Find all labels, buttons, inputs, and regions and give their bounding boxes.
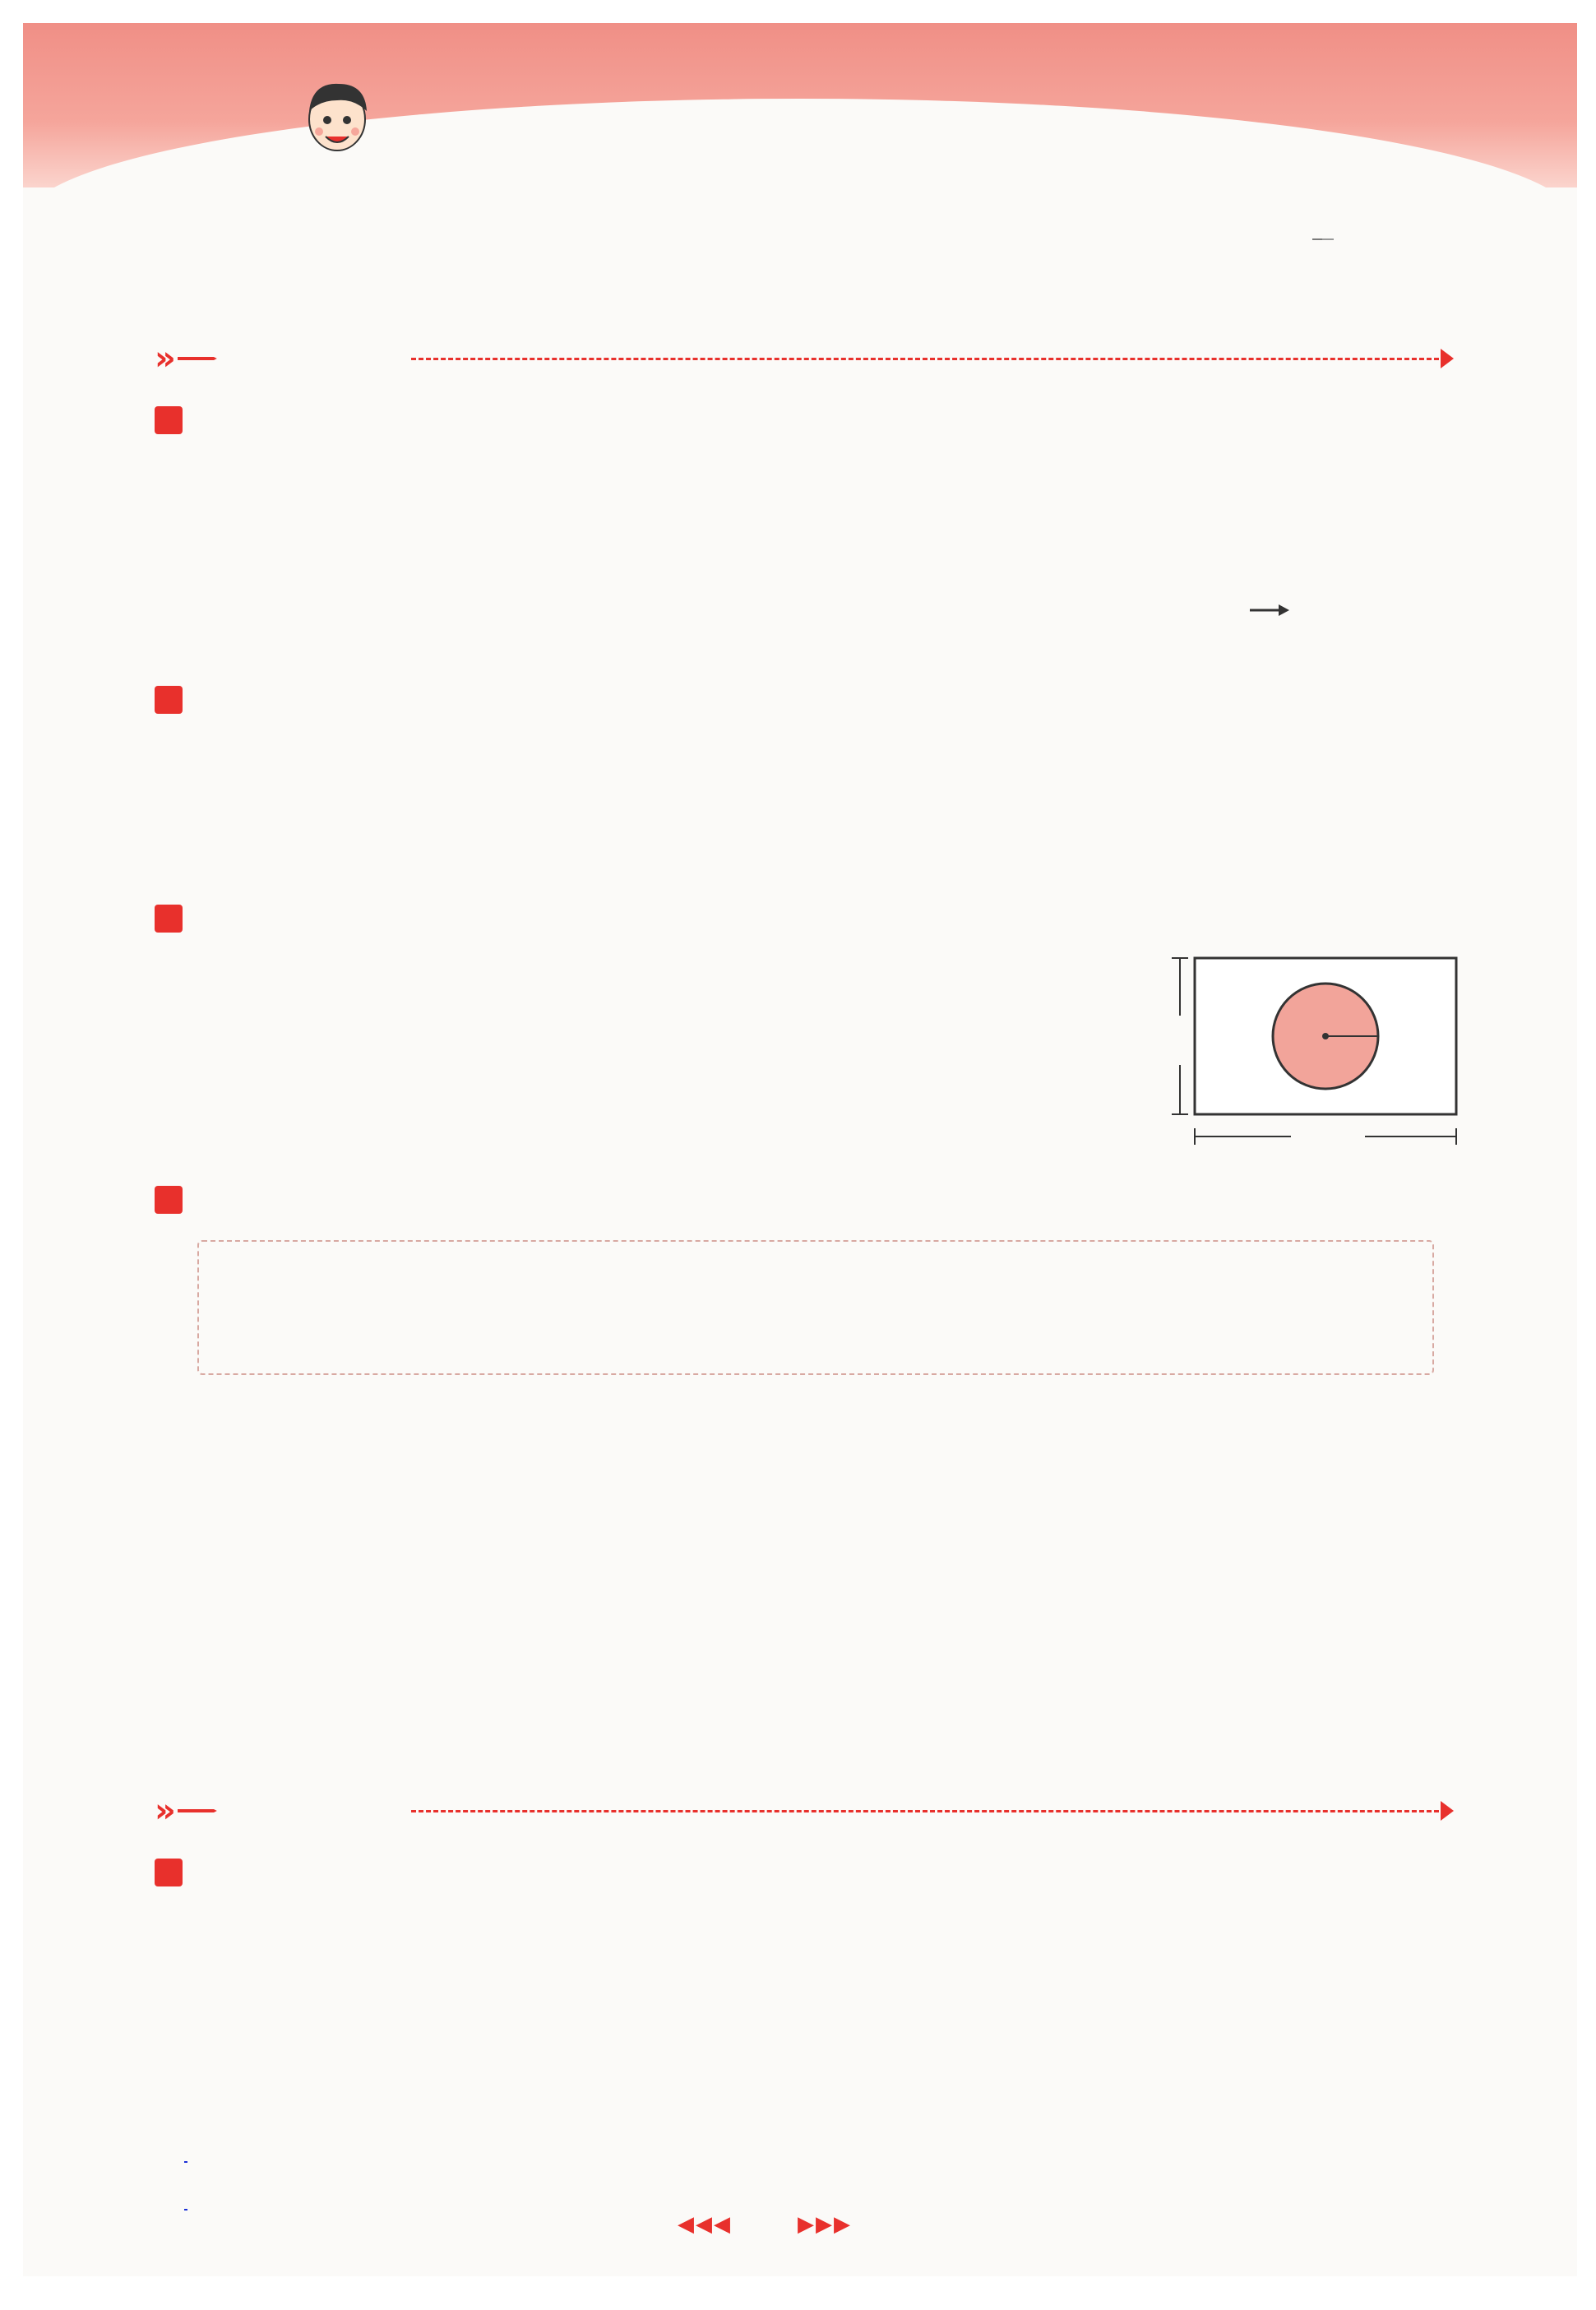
answer-fill xyxy=(243,630,250,662)
target-figure xyxy=(1250,2015,1464,2229)
answer-fill xyxy=(243,516,293,549)
question-number xyxy=(155,686,183,714)
section-banner-challenge xyxy=(155,1789,217,1832)
arrow-right-icon xyxy=(1441,349,1454,368)
question-text xyxy=(194,738,224,771)
question-number xyxy=(155,1859,183,1886)
circle-to-parallelogram-figure xyxy=(1126,553,1464,668)
question-text xyxy=(243,630,250,662)
section-title xyxy=(178,357,217,360)
section-title xyxy=(178,1809,217,1812)
chevron-icon: » xyxy=(155,1792,176,1830)
question-number xyxy=(155,406,183,434)
section-divider xyxy=(411,358,1439,360)
answer-work xyxy=(183,2145,189,2176)
answer-page xyxy=(1322,238,1334,240)
arrows-right-icon: ▶▶▶ xyxy=(798,2212,852,2237)
section-divider xyxy=(411,1810,1439,1812)
question-text xyxy=(194,461,243,493)
section-banner-practice xyxy=(155,337,217,380)
answer-reference xyxy=(1312,238,1334,240)
quote-box xyxy=(197,1240,1434,1375)
question-number xyxy=(155,1186,183,1214)
answer-conclusion xyxy=(183,2192,189,2224)
page-number-bar xyxy=(678,2212,852,2237)
lawn-rectangle-figure xyxy=(1135,946,1472,1160)
question-number xyxy=(155,905,183,933)
answer-fill xyxy=(194,461,243,493)
arrow-right-icon xyxy=(1441,1801,1454,1821)
question-text xyxy=(243,516,293,549)
fraction xyxy=(184,2161,187,2163)
mascot-icon xyxy=(296,74,378,164)
numerator xyxy=(184,2161,187,2163)
arrow-head xyxy=(1279,604,1289,616)
answer-label xyxy=(1312,238,1322,240)
fraction xyxy=(184,2209,187,2210)
arrows-left-icon: ◀◀◀ xyxy=(678,2212,732,2237)
numerator xyxy=(184,2209,187,2210)
answer-fill xyxy=(194,738,224,771)
chevron-icon: » xyxy=(155,340,176,377)
